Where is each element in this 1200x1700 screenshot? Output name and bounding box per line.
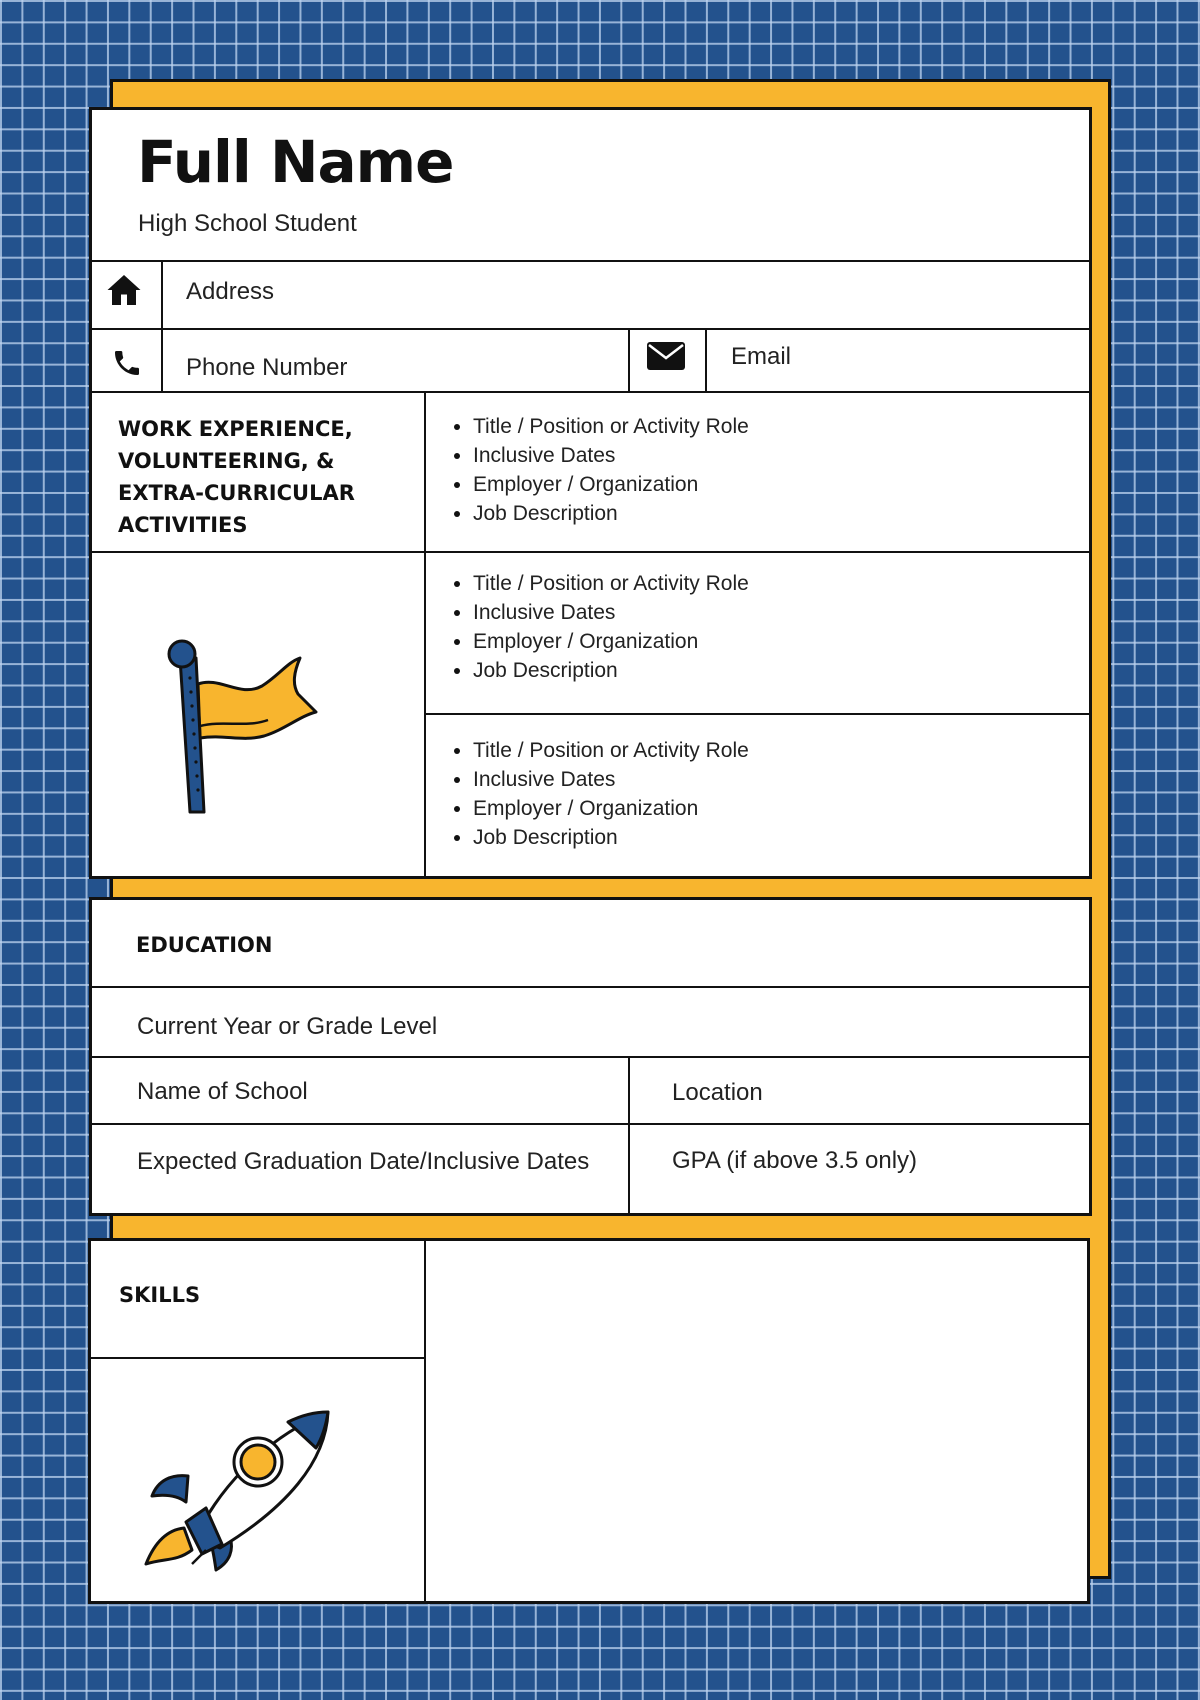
entry-role[interactable]: • Title / Position or Activity Role — [473, 412, 749, 441]
location-field[interactable]: Location — [672, 1079, 763, 1106]
school-name-field[interactable]: Name of School — [137, 1078, 308, 1105]
entry-description[interactable]: • Job Description — [473, 499, 749, 528]
entry-description[interactable]: • Job Description — [473, 656, 749, 685]
divider — [628, 1057, 630, 1214]
phone-icon — [111, 347, 143, 379]
gpa-field[interactable]: GPA (if above 3.5 only) — [672, 1147, 918, 1174]
divider — [161, 261, 163, 391]
entry-employer[interactable]: • Employer / Organization — [473, 470, 749, 499]
divider — [705, 329, 707, 391]
rocket-icon — [136, 1404, 336, 1574]
home-icon — [106, 272, 142, 308]
divider — [90, 328, 1090, 330]
entry-dates[interactable]: • Inclusive Dates — [473, 441, 749, 470]
entry-employer[interactable]: • Employer / Organization — [473, 794, 749, 823]
divider — [424, 1239, 426, 1602]
education-section-title: EDUCATION — [136, 933, 273, 957]
entry-dates[interactable]: • Inclusive Dates — [473, 765, 749, 794]
divider — [90, 1123, 1090, 1125]
entry-employer[interactable]: • Employer / Organization — [473, 627, 749, 656]
address-field[interactable]: Address — [186, 278, 275, 305]
skills-section-title: SKILLS — [119, 1283, 201, 1307]
divider — [424, 392, 426, 877]
email-field[interactable]: Email — [731, 343, 792, 370]
graduation-dates-field[interactable]: Expected Graduation Date/Inclusive Dates — [137, 1148, 590, 1175]
divider — [90, 551, 1090, 553]
divider — [89, 1357, 425, 1359]
divider — [90, 260, 1090, 262]
phone-field[interactable]: Phone Number — [186, 354, 348, 381]
divider — [426, 713, 1090, 715]
subtitle[interactable]: High School Student — [138, 210, 357, 237]
full-name[interactable]: Full Name — [137, 128, 454, 196]
grade-level-field[interactable]: Current Year or Grade Level — [137, 1013, 438, 1040]
experience-entry — [439, 412, 749, 528]
flag-icon — [160, 636, 330, 816]
entry-description[interactable]: • Job Description — [473, 823, 749, 852]
envelope-icon — [646, 340, 686, 372]
entry-role[interactable]: • Title / Position or Activity Role — [473, 569, 749, 598]
entry-dates[interactable]: • Inclusive Dates — [473, 598, 749, 627]
divider — [90, 1056, 1090, 1058]
experience-section-title: WORK EXPERIENCE, VOLUNTEERING, & EXTRA-CURRICULAR ACTIVITIES — [118, 417, 355, 537]
divider — [628, 329, 630, 391]
entry-role[interactable]: • Title / Position or Activity Role — [473, 736, 749, 765]
experience-entry — [439, 569, 749, 685]
divider — [90, 391, 1090, 393]
divider — [90, 986, 1090, 988]
experience-entry — [439, 736, 749, 852]
